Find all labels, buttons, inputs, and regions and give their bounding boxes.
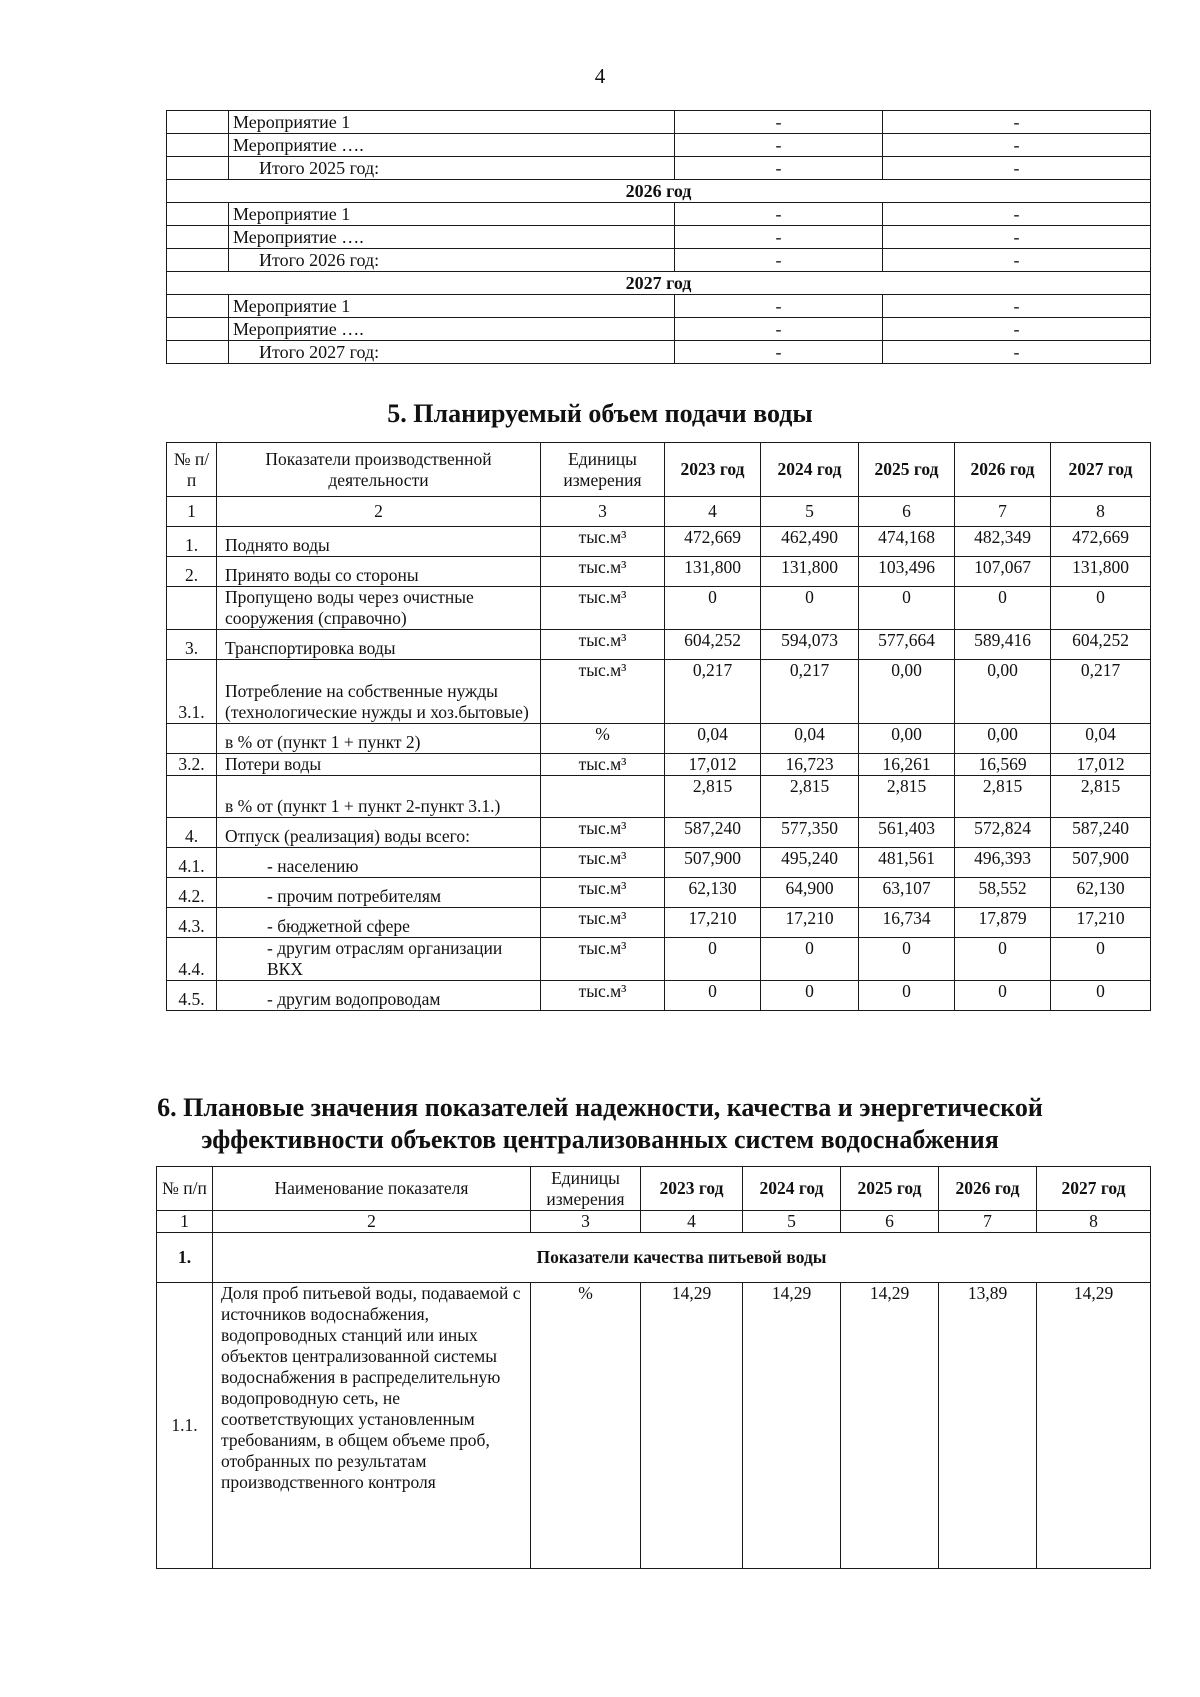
year-heading: 2027 год — [167, 272, 1151, 295]
row-label: Принято воды со стороны — [217, 557, 541, 587]
page-number: 4 — [594, 64, 606, 88]
row-value: 107,067 — [955, 557, 1051, 587]
row-value: - — [883, 134, 1151, 157]
row-value: 0 — [761, 587, 859, 630]
row-value: - — [675, 111, 883, 134]
row-value: 0 — [1051, 587, 1151, 630]
row-num — [167, 724, 217, 754]
row-value: 17,210 — [665, 908, 761, 938]
header-year: 2025 год — [841, 1167, 939, 1211]
row-value: 0 — [665, 981, 761, 1011]
total-label: Итого 2025 год: — [229, 157, 675, 180]
column-number: 2 — [217, 497, 541, 527]
row-unit: % — [541, 724, 665, 754]
row-num — [167, 157, 229, 180]
table-row — [167, 724, 1151, 754]
row-value: 2,815 — [1051, 776, 1151, 818]
row-value: 62,130 — [1051, 878, 1151, 908]
row-value: 2,815 — [955, 776, 1051, 818]
column-number: 5 — [761, 497, 859, 527]
row-num — [167, 318, 229, 341]
row-value: 131,800 — [761, 557, 859, 587]
measure-label: Мероприятие …. — [229, 134, 675, 157]
row-value: 0 — [859, 938, 955, 981]
row-value: 64,900 — [761, 878, 859, 908]
section-6-title — [0, 1092, 1200, 1156]
row-value: 14,29 — [841, 1283, 939, 1569]
table-row — [167, 341, 1151, 364]
row-label: Доля проб питьевой воды, подаваемой с источников водоснабжения, водопроводных станций или иных объектов централизованной системы водоснабжения в распределительную водопроводную сеть, не соответствующих установленным требованиям, в общем объеме проб, отобранных по результатам производственного контроля — [213, 1283, 531, 1569]
row-unit: тыс.м³ — [541, 878, 665, 908]
row-unit: тыс.м³ — [541, 557, 665, 587]
row-label: в % от (пункт 1 + пункт 2) — [217, 724, 541, 754]
row-value: 0,04 — [761, 724, 859, 754]
row-value: 17,012 — [1051, 754, 1151, 776]
row-label: Потребление на собственные нужды (технологические нужды и хоз.бытовые) — [217, 660, 541, 724]
row-value: 0 — [955, 587, 1051, 630]
row-value: 481,561 — [859, 848, 955, 878]
row-value: 0,04 — [665, 724, 761, 754]
water-supply-table — [166, 442, 1151, 1011]
column-number: 8 — [1037, 1211, 1151, 1233]
table-row — [167, 938, 1151, 981]
row-value: - — [883, 157, 1151, 180]
row-value: - — [675, 134, 883, 157]
row-value: 0 — [859, 587, 955, 630]
row-num: 4. — [167, 818, 217, 848]
table-row — [167, 587, 1151, 630]
row-value: 17,210 — [761, 908, 859, 938]
table-row — [167, 908, 1151, 938]
row-label: Пропущено воды через очистные сооружения (справочно) — [217, 587, 541, 630]
column-number: 4 — [641, 1211, 743, 1233]
row-value: 0 — [761, 981, 859, 1011]
row-num — [167, 203, 229, 226]
column-number: 8 — [1051, 497, 1151, 527]
row-num — [167, 226, 229, 249]
row-value: 17,210 — [1051, 908, 1151, 938]
table-row — [167, 878, 1151, 908]
measure-label: Мероприятие …. — [229, 318, 675, 341]
measure-label: Мероприятие 1 — [229, 295, 675, 318]
row-unit: тыс.м³ — [541, 848, 665, 878]
row-value: 0,00 — [955, 660, 1051, 724]
row-unit: тыс.м³ — [541, 527, 665, 557]
row-num — [167, 111, 229, 134]
section-6-title-line-2: эффективности объектов централизованных систем водоснабжения — [201, 1125, 999, 1154]
row-label: - другим отраслям организации ВКХ — [217, 938, 541, 981]
row-value: 594,073 — [761, 630, 859, 660]
row-value: - — [883, 318, 1151, 341]
measure-label: Мероприятие …. — [229, 226, 675, 249]
table-row — [167, 226, 1151, 249]
row-value: 577,664 — [859, 630, 955, 660]
row-unit: тыс.м³ — [541, 908, 665, 938]
table-row — [167, 848, 1151, 878]
header-num: № п/п — [157, 1167, 213, 1211]
row-value: 472,669 — [665, 527, 761, 557]
column-number: 6 — [859, 497, 955, 527]
header-year: 2024 год — [743, 1167, 841, 1211]
row-value: 0 — [761, 938, 859, 981]
row-value: 17,012 — [665, 754, 761, 776]
row-value: 604,252 — [665, 630, 761, 660]
column-number: 5 — [743, 1211, 841, 1233]
group-label: Показатели качества питьевой воды — [213, 1233, 1151, 1283]
row-num: 1.1. — [157, 1283, 213, 1569]
row-unit: тыс.м³ — [541, 818, 665, 848]
table-row — [167, 134, 1151, 157]
row-value: 0,00 — [955, 724, 1051, 754]
row-num — [167, 776, 217, 818]
measure-label: Мероприятие 1 — [229, 111, 675, 134]
row-value: 0 — [1051, 981, 1151, 1011]
header-indicator: Показатели производственной деятельности — [217, 443, 541, 497]
row-value: 2,815 — [859, 776, 955, 818]
row-value: 496,393 — [955, 848, 1051, 878]
row-value: 0,00 — [859, 660, 955, 724]
row-num — [167, 249, 229, 272]
row-value: - — [675, 341, 883, 364]
row-num: 4.4. — [167, 938, 217, 981]
table-row — [167, 776, 1151, 818]
row-value: 14,29 — [1037, 1283, 1151, 1569]
row-num: 3. — [167, 630, 217, 660]
row-value: 0,217 — [761, 660, 859, 724]
row-num: 4.1. — [167, 848, 217, 878]
header-year: 2025 год — [859, 443, 955, 497]
row-value: 131,800 — [1051, 557, 1151, 587]
row-value: 472,669 — [1051, 527, 1151, 557]
header-year: 2024 год — [761, 443, 859, 497]
column-number: 1 — [157, 1211, 213, 1233]
row-num: 3.2. — [167, 754, 217, 776]
row-label: Поднято воды — [217, 527, 541, 557]
table-row — [167, 630, 1151, 660]
row-value: 0 — [665, 587, 761, 630]
column-number: 4 — [665, 497, 761, 527]
header-year: 2026 год — [955, 443, 1051, 497]
section-5-title: 5. Планируемый объем подачи воды — [387, 399, 813, 428]
row-value: 0 — [955, 938, 1051, 981]
table-row — [167, 981, 1151, 1011]
group-num: 1. — [157, 1233, 213, 1283]
row-value: 587,240 — [1051, 818, 1151, 848]
row-label: - населению — [217, 848, 541, 878]
row-value: - — [883, 341, 1151, 364]
row-value: 103,496 — [859, 557, 955, 587]
row-value: 13,89 — [939, 1283, 1037, 1569]
row-unit: тыс.м³ — [541, 587, 665, 630]
row-value: - — [675, 295, 883, 318]
table-row — [167, 527, 1151, 557]
column-number: 7 — [939, 1211, 1037, 1233]
section-6-title-line-1: 6. Плановые значения показателей надежности, качества и энергетической — [157, 1093, 1043, 1122]
table-row — [167, 318, 1151, 341]
row-value: 0,00 — [859, 724, 955, 754]
row-value: 131,800 — [665, 557, 761, 587]
row-label: - бюджетной сфере — [217, 908, 541, 938]
row-value: - — [675, 226, 883, 249]
row-value: 17,879 — [955, 908, 1051, 938]
table-row — [167, 203, 1151, 226]
header-year: 2027 год — [1037, 1167, 1151, 1211]
column-number: 2 — [213, 1211, 531, 1233]
row-label: Транспортировка воды — [217, 630, 541, 660]
row-value: 16,734 — [859, 908, 955, 938]
table-row — [167, 660, 1151, 724]
row-num — [167, 587, 217, 630]
total-label: Итого 2026 год: — [229, 249, 675, 272]
row-value: 16,261 — [859, 754, 955, 776]
header-year: 2023 год — [665, 443, 761, 497]
row-value: - — [675, 249, 883, 272]
row-value: - — [675, 203, 883, 226]
row-value: 63,107 — [859, 878, 955, 908]
row-label: - другим водопроводам — [217, 981, 541, 1011]
column-number: 7 — [955, 497, 1051, 527]
header-year: 2023 год — [641, 1167, 743, 1211]
row-value: 577,350 — [761, 818, 859, 848]
row-value: 507,900 — [1051, 848, 1151, 878]
row-value: 58,552 — [955, 878, 1051, 908]
row-value: 561,403 — [859, 818, 955, 848]
column-number: 3 — [531, 1211, 641, 1233]
row-value: 589,416 — [955, 630, 1051, 660]
row-value: - — [883, 226, 1151, 249]
row-unit: тыс.м³ — [541, 630, 665, 660]
row-unit: тыс.м³ — [541, 938, 665, 981]
row-value: 0 — [955, 981, 1051, 1011]
table-row — [167, 249, 1151, 272]
row-value: 0 — [665, 938, 761, 981]
quality-indicators-table — [156, 1166, 1151, 1569]
row-num: 1. — [167, 527, 217, 557]
table-row — [167, 754, 1151, 776]
row-value: 0,217 — [665, 660, 761, 724]
row-num — [167, 295, 229, 318]
total-label: Итого 2027 год: — [229, 341, 675, 364]
row-num: 2. — [167, 557, 217, 587]
row-value: 14,29 — [641, 1283, 743, 1569]
row-value: 14,29 — [743, 1283, 841, 1569]
row-label: в % от (пункт 1 + пункт 2-пункт 3.1.) — [217, 776, 541, 818]
row-value: 16,569 — [955, 754, 1051, 776]
table-row — [167, 157, 1151, 180]
row-value: 572,824 — [955, 818, 1051, 848]
table-row — [167, 818, 1151, 848]
row-value: 0,217 — [1051, 660, 1151, 724]
row-unit: тыс.м³ — [541, 754, 665, 776]
measure-label: Мероприятие 1 — [229, 203, 675, 226]
table-row — [167, 180, 1151, 203]
row-unit: тыс.м³ — [541, 981, 665, 1011]
row-value: - — [675, 157, 883, 180]
row-unit: % — [531, 1283, 641, 1569]
header-indicator: Наименование показателя — [213, 1167, 531, 1211]
row-value: 482,349 — [955, 527, 1051, 557]
row-value: - — [883, 111, 1151, 134]
year-heading: 2026 год — [167, 180, 1151, 203]
column-number: 3 — [541, 497, 665, 527]
row-value: 62,130 — [665, 878, 761, 908]
row-num: 4.2. — [167, 878, 217, 908]
row-value: - — [883, 203, 1151, 226]
row-value: 2,815 — [761, 776, 859, 818]
row-value: 462,490 — [761, 527, 859, 557]
row-num — [167, 134, 229, 157]
header-unit: Единицы измерения — [531, 1167, 641, 1211]
row-value: 474,168 — [859, 527, 955, 557]
row-label: - прочим потребителям — [217, 878, 541, 908]
row-num — [167, 341, 229, 364]
column-number: 1 — [167, 497, 217, 527]
row-value: 0 — [859, 981, 955, 1011]
row-num: 4.3. — [167, 908, 217, 938]
row-value: 495,240 — [761, 848, 859, 878]
table-row — [167, 272, 1151, 295]
row-unit — [541, 776, 665, 818]
row-value: - — [883, 249, 1151, 272]
row-label: Потери воды — [217, 754, 541, 776]
row-value: 2,815 — [665, 776, 761, 818]
row-num: 3.1. — [167, 660, 217, 724]
row-value: - — [883, 295, 1151, 318]
row-unit: тыс.м³ — [541, 660, 665, 724]
measures-table — [166, 110, 1151, 364]
row-value: 604,252 — [1051, 630, 1151, 660]
row-value: 0 — [1051, 938, 1151, 981]
header-year: 2027 год — [1051, 443, 1151, 497]
row-value: 507,900 — [665, 848, 761, 878]
row-num: 4.5. — [167, 981, 217, 1011]
header-unit: Единицы измерения — [541, 443, 665, 497]
row-label: Отпуск (реализация) воды всего: — [217, 818, 541, 848]
table-row — [167, 111, 1151, 134]
row-value: - — [675, 318, 883, 341]
header-num: № п/п — [167, 443, 217, 497]
column-number: 6 — [841, 1211, 939, 1233]
row-value: 16,723 — [761, 754, 859, 776]
row-value: 0,04 — [1051, 724, 1151, 754]
header-year: 2026 год — [939, 1167, 1037, 1211]
row-value: 587,240 — [665, 818, 761, 848]
table-row — [167, 295, 1151, 318]
table-row — [167, 557, 1151, 587]
